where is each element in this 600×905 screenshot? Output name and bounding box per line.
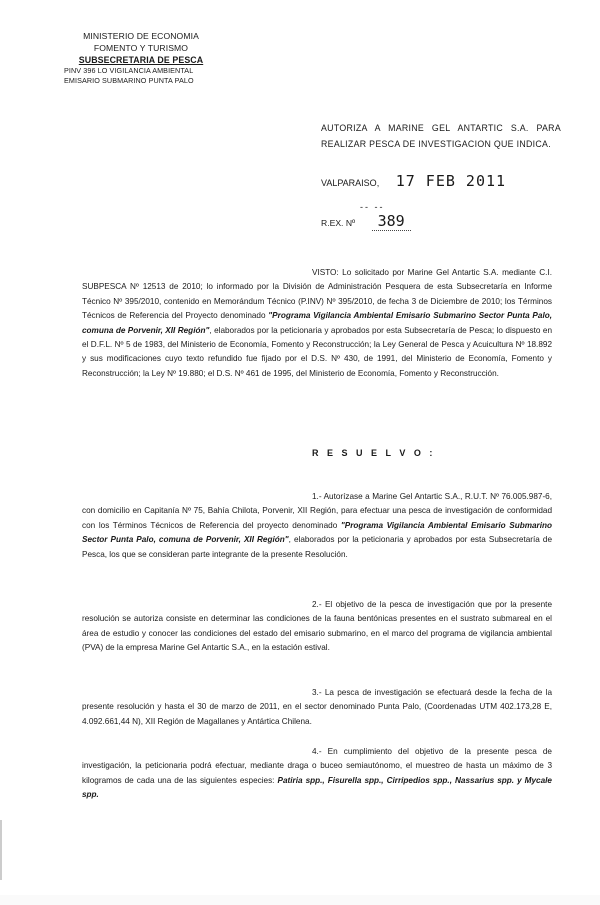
article-4-lead: 4.- En cumplimiento del objetivo de la presente pesca de investigación, la peticionaria podrá efectuar, mediante draga o buceo semiautónomo, el muestreo de hasta un máximo de 3 kilogramos de cada una de las siguientes especies: xyxy=(82,747,552,785)
article-4-species: Patiria spp., Fisurella spp., Cirripedios spp., Nassarius spp. y Mycale spp. xyxy=(82,775,552,800)
city-label: VALPARAISO, xyxy=(321,178,380,188)
scan-bottom-edge xyxy=(0,895,600,905)
article-1 xyxy=(82,490,552,562)
article-1-lead: 1.- Autorízase a Marine Gel Antartic S.A., R.U.T. Nº 76.005.987-6, con domicilio en Capitanía Nº 75, Bahía Chilota, Porvenir, XII Región, para efectuar una pesca de investigación de conformidad con los Términos Técnicos de Referencia del proyecto denominado xyxy=(82,492,552,530)
article-1-tail: , elaborados por la peticionaria y aprobados por esta Subsecretaría de Pesca, los que se consideran parte integrante de la presente Resolución. xyxy=(82,535,552,559)
reference-line-1: PINV 396 LO VIGILANCIA AMBIENTAL xyxy=(64,66,194,75)
article-2-text: 2.- El objetivo de la pesca de investigación que por la presente resolución se autoriza consiste en determinar las condiciones de la fauna bentónicas presentes en el sustrato submareal en el área de estudio y conocer las condiciones del estado del emisario submarino, en el marco del programa de vigilancia ambiental (PVA) de la empresa Marine Gel Antartic S.A., en la estación estival. xyxy=(82,600,552,653)
ministry-name-2: FOMENTO Y TURISMO xyxy=(93,43,189,53)
subsecretaria-name: SUBSECRETARIA DE PESCA xyxy=(78,55,204,65)
article-3-text: 3.- La pesca de investigación se efectuará desde la fecha de la presente resolución y hasta el 30 de marzo de 2011, en el sector denominado Punta Palo, (Coordenadas UTM 402.173,28 E, 4.092.661,44 N), XII Región de Magallanes y Antártica Chilena. xyxy=(82,688,552,726)
resolution-label: R.EX. Nº xyxy=(321,218,356,228)
date-line xyxy=(321,172,506,190)
article-4 xyxy=(82,745,552,803)
ministry-name: MINISTERIO DE ECONOMIA xyxy=(83,31,199,41)
visto-text-1: Lo solicitado por Marine Gel Antartic S.A. mediante C.I. SUBPESCA Nº 12513 de 2010; lo informado por la División de Administración Pesquera de esta Subsecretaría en Informe Técnico Nº 395/2010, contenido en Memorándum Técnico (P.INV) Nº 395/2010, de fecha 3 de Diciembre de 2010; los Términos Técnicos de Referencia del Proyecto denominado xyxy=(82,268,552,321)
resolution-subject: AUTORIZA A MARINE GEL ANTARTIC S.A. PARA REALIZAR PESCA DE INVESTIGACION QUE INDICA. xyxy=(321,123,561,149)
reference-line-2: EMISARIO SUBMARINO PUNTA PALO xyxy=(64,75,194,85)
visto-project-name: "Programa Vigilancia Ambiental Emisario Submarino Sector Punta Palo, comuna de Porvenir, XII Región" xyxy=(82,311,553,335)
visto-text-2: , elaborados por la peticionaria y aprobados por esta Subsecretaría de Pesca; lo dispuesto en el D.F.L. Nº 5 de 1983, del Ministerio de Economía, Fomento y Reconstrucción; la Ley General de Pesca y Acuicultura Nº 18.892 y sus modificaciones cuyo texto refundido fue fijado por el D.S. Nº 430, de 1991, del Ministerio de Economía, Fomento y Reconstrucción; la Ley Nº 19.880; el D.S. Nº 461 de 1995, del Ministerio de Economía, Fomento y Reconstrucción. xyxy=(82,325,552,378)
resolution-number-line xyxy=(321,212,411,231)
resolution-number: 389 xyxy=(372,212,411,231)
resuelvo-heading: R E S U E L V O : xyxy=(312,448,436,458)
letterhead xyxy=(46,30,236,85)
visto-paragraph xyxy=(82,266,552,381)
scan-fold-mark xyxy=(0,820,2,880)
article-3 xyxy=(82,686,552,729)
stamped-date: 17 FEB 2011 xyxy=(395,172,507,190)
article-2 xyxy=(82,598,552,656)
visto-lead: VISTO: xyxy=(312,268,339,277)
article-1-project-name: "Programa Vigilancia Ambiental Emisario Submarino Sector Punta Palo, comuna de Porvenir, XII Región" xyxy=(82,520,552,545)
number-dashes: -- -- xyxy=(360,202,385,212)
